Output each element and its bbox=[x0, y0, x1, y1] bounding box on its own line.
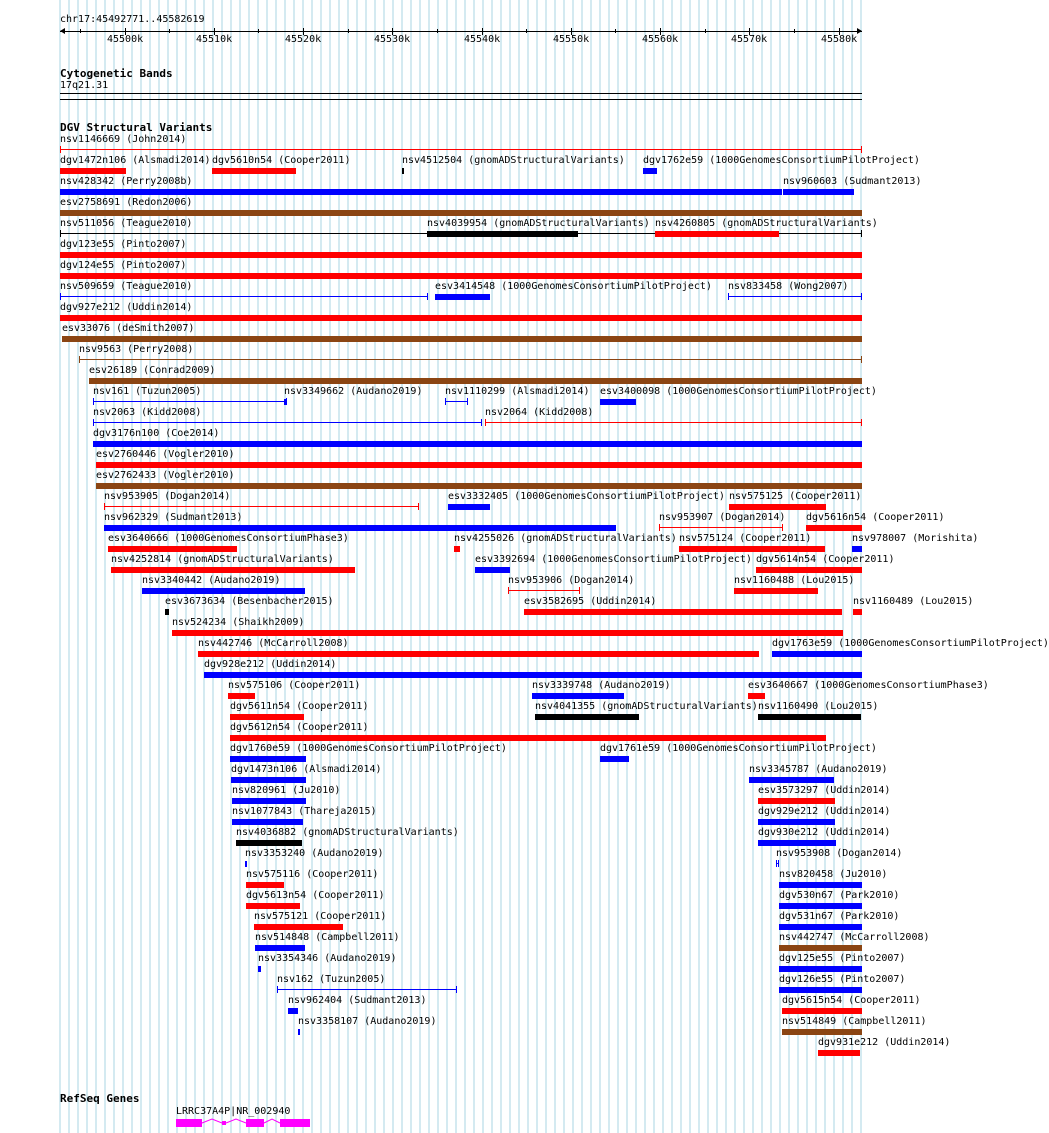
sv-feature-label[interactable]: nsv3345787 (Audano2019) bbox=[749, 764, 888, 775]
sv-feature-label[interactable]: nsv4252814 (gnomADStructuralVariants) bbox=[111, 554, 334, 565]
refseq-intron bbox=[226, 1119, 246, 1123]
ruler-arrow-right-icon bbox=[857, 28, 862, 34]
sv-feature-bar[interactable] bbox=[204, 672, 862, 678]
ruler-tick-label: 45540k bbox=[464, 34, 501, 45]
sv-feature-line[interactable] bbox=[79, 359, 862, 360]
sv-feature-label[interactable]: dgv1472n106 (Alsmadi2014) bbox=[60, 155, 211, 166]
sv-feature-endcap bbox=[445, 398, 446, 405]
ruler-minor-tick bbox=[80, 29, 81, 33]
sv-feature-bar[interactable] bbox=[524, 609, 842, 615]
ruler-axis bbox=[60, 31, 862, 32]
sv-feature-bar[interactable] bbox=[104, 525, 616, 531]
sv-feature-bar[interactable] bbox=[779, 966, 862, 972]
sv-feature-label[interactable]: nsv2064 (Kidd2008) bbox=[485, 407, 594, 418]
sv-feature-label[interactable]: nsv575125 (Cooper2011) bbox=[729, 491, 862, 502]
sv-feature-label[interactable]: nsv1077843 (Thareja2015) bbox=[232, 806, 377, 817]
sv-feature-label[interactable]: nsv2063 (Kidd2008) bbox=[93, 407, 202, 418]
sv-feature-label[interactable]: nsv575116 (Cooper2011) bbox=[246, 869, 379, 880]
sv-feature-line[interactable] bbox=[60, 149, 862, 150]
sv-feature-bar[interactable] bbox=[748, 693, 765, 699]
sv-feature-bar[interactable] bbox=[435, 294, 490, 300]
ruler-minor-tick bbox=[348, 29, 349, 33]
sv-feature-label[interactable]: nsv978007 (Morishita) bbox=[852, 533, 979, 544]
sv-feature-label[interactable]: dgv5610n54 (Cooper2011) bbox=[212, 155, 351, 166]
sv-feature-bar[interactable] bbox=[749, 777, 834, 783]
sv-feature-label[interactable]: dgv5612n54 (Cooper2011) bbox=[230, 722, 369, 733]
sv-feature-bar[interactable] bbox=[198, 651, 759, 657]
sv-feature-bar[interactable] bbox=[806, 525, 862, 531]
sv-feature-bar[interactable] bbox=[779, 987, 862, 993]
sv-feature-bar[interactable] bbox=[60, 273, 862, 279]
sv-feature-label[interactable]: nsv161 (Tuzun2005) bbox=[93, 386, 202, 397]
sv-feature-bar[interactable] bbox=[258, 966, 261, 972]
sv-feature-label[interactable]: nsv4255026 (gnomADStructuralVariants) bbox=[454, 533, 677, 544]
sv-feature-bar[interactable] bbox=[96, 483, 862, 489]
refseq-exon bbox=[246, 1119, 264, 1127]
sv-feature-endcap bbox=[277, 986, 278, 993]
ruler-arrow-left-icon bbox=[60, 28, 65, 34]
sv-feature-label[interactable]: dgv1473n106 (Alsmadi2014) bbox=[231, 764, 382, 775]
sv-feature-bar[interactable] bbox=[454, 546, 460, 552]
ruler-tick-label: 45570k bbox=[731, 34, 768, 45]
refseq-exon bbox=[176, 1119, 202, 1127]
sv-feature-label[interactable]: nsv9563 (Perry2008) bbox=[79, 344, 194, 355]
sv-feature-bar[interactable] bbox=[254, 924, 343, 930]
sv-feature-bar[interactable] bbox=[212, 168, 296, 174]
sv-feature-label[interactable]: nsv511056 (Teague2010) bbox=[60, 218, 193, 229]
sv-feature-bar[interactable] bbox=[600, 756, 629, 762]
sv-feature-label[interactable]: nsv442746 (McCarroll2008) bbox=[198, 638, 349, 649]
sv-feature-label[interactable]: nsv428342 (Perry2008b) bbox=[60, 176, 193, 187]
dgv-track-title[interactable]: DGV Structural Variants bbox=[60, 121, 213, 134]
sv-feature-endcap bbox=[508, 587, 509, 594]
sv-feature-bar[interactable] bbox=[108, 546, 237, 552]
sv-feature-label[interactable]: nsv3340442 (Audano2019) bbox=[142, 575, 281, 586]
sv-feature-bar[interactable] bbox=[246, 882, 284, 888]
sv-feature-line[interactable] bbox=[277, 989, 457, 990]
sv-feature-endcap bbox=[776, 860, 777, 867]
sv-feature-endcap bbox=[456, 986, 457, 993]
sv-feature-bar[interactable] bbox=[236, 840, 302, 846]
refseq-exon bbox=[280, 1119, 310, 1127]
sv-feature-endcap bbox=[728, 293, 729, 300]
sv-feature-label[interactable]: nsv514848 (Campbell2011) bbox=[255, 932, 400, 943]
sv-feature-endcap bbox=[778, 860, 779, 867]
sv-feature-label[interactable]: esv26189 (Conrad2009) bbox=[89, 365, 216, 376]
sv-feature-bar[interactable] bbox=[758, 840, 836, 846]
sv-feature-bar[interactable] bbox=[230, 735, 826, 741]
ruler-tick-label: 45530k bbox=[374, 34, 411, 45]
sv-feature-label[interactable]: esv2760446 (Vogler2010) bbox=[96, 449, 235, 460]
sv-feature-line[interactable] bbox=[93, 422, 482, 423]
sv-feature-endcap bbox=[861, 356, 862, 363]
sv-feature-bar[interactable] bbox=[165, 609, 169, 615]
sv-feature-label[interactable]: nsv3353240 (Audano2019) bbox=[245, 848, 384, 859]
sv-feature-label[interactable]: esv3640666 (1000GenomesConsortiumPhase3) bbox=[108, 533, 349, 544]
sv-feature-endcap bbox=[861, 419, 862, 426]
sv-feature-label[interactable]: dgv928e212 (Uddin2014) bbox=[204, 659, 337, 670]
sv-feature-label[interactable]: dgv125e55 (Pinto2007) bbox=[779, 953, 906, 964]
sv-feature-endcap bbox=[104, 503, 105, 510]
sv-feature-bar[interactable] bbox=[232, 798, 306, 804]
sv-feature-label[interactable]: nsv4260805 (gnomADStructuralVariants) bbox=[655, 218, 878, 229]
sv-feature-endcap bbox=[659, 524, 660, 531]
sv-feature-line[interactable] bbox=[485, 422, 862, 423]
sv-feature-bar[interactable] bbox=[60, 189, 782, 195]
sv-feature-label[interactable]: dgv5614n54 (Cooper2011) bbox=[756, 554, 895, 565]
sv-feature-label[interactable]: nsv3339748 (Audano2019) bbox=[532, 680, 671, 691]
sv-feature-line[interactable] bbox=[728, 296, 862, 297]
sv-feature-endcap bbox=[782, 524, 783, 531]
sv-feature-label[interactable]: dgv5616n54 (Cooper2011) bbox=[806, 512, 945, 523]
sv-feature-bar[interactable] bbox=[782, 1008, 862, 1014]
sv-feature-bar[interactable] bbox=[230, 756, 306, 762]
sv-feature-bar[interactable] bbox=[475, 567, 510, 573]
sv-feature-line[interactable] bbox=[104, 506, 419, 507]
sv-feature-label[interactable]: dgv929e212 (Uddin2014) bbox=[758, 806, 891, 817]
sv-feature-label[interactable]: dgv124e55 (Pinto2007) bbox=[60, 260, 187, 271]
cyto-track-title[interactable]: Cytogenetic Bands bbox=[60, 67, 173, 80]
sv-feature-bar[interactable] bbox=[60, 210, 862, 216]
sv-feature-label[interactable]: nsv514849 (Campbell2011) bbox=[782, 1016, 927, 1027]
sv-feature-line[interactable] bbox=[659, 527, 783, 528]
sv-feature-label[interactable]: esv3673634 (Besenbacher2015) bbox=[165, 596, 334, 607]
sv-feature-bar[interactable] bbox=[232, 819, 303, 825]
ruler-tick-label: 45520k bbox=[285, 34, 322, 45]
sv-feature-bar[interactable] bbox=[62, 336, 862, 342]
sv-feature-bar[interactable] bbox=[532, 693, 624, 699]
sv-feature-line[interactable] bbox=[93, 401, 287, 402]
sv-feature-bar[interactable] bbox=[172, 630, 843, 636]
refseq-gene-label[interactable]: LRRC37A4P|NR_002940 bbox=[176, 1106, 291, 1117]
ruler-range-label: chr17:45492771..45582619 bbox=[60, 14, 205, 25]
sv-feature-bar[interactable] bbox=[783, 189, 854, 195]
sv-feature-bar[interactable] bbox=[245, 861, 247, 867]
sv-feature-label[interactable]: nsv4512504 (gnomADStructuralVariants) bbox=[402, 155, 625, 166]
ruler-minor-tick bbox=[437, 29, 438, 33]
sv-feature-label[interactable]: dgv1762e59 (1000GenomesConsortiumPilotProject) bbox=[643, 155, 920, 166]
ruler-minor-tick bbox=[794, 29, 795, 33]
sv-feature-bar[interactable] bbox=[734, 588, 818, 594]
sv-feature-label[interactable]: nsv1160490 (Lou2015) bbox=[758, 701, 879, 712]
sv-feature-label[interactable]: esv3573297 (Uddin2014) bbox=[758, 785, 891, 796]
sv-feature-bar[interactable] bbox=[818, 1050, 860, 1056]
sv-feature-bar[interactable] bbox=[246, 903, 300, 909]
refseq-gene-model[interactable] bbox=[176, 1117, 310, 1129]
sv-feature-label[interactable]: nsv960603 (Sudmant2013) bbox=[783, 176, 922, 187]
sv-feature-label[interactable]: dgv126e55 (Pinto2007) bbox=[779, 974, 906, 985]
sv-feature-label[interactable]: nsv833458 (Wong2007) bbox=[728, 281, 849, 292]
sv-feature-bar[interactable] bbox=[758, 798, 835, 804]
cyto-band-line-bottom bbox=[60, 99, 862, 100]
sv-feature-endcap bbox=[93, 398, 94, 405]
sv-feature-label[interactable]: nsv3354346 (Audano2019) bbox=[258, 953, 397, 964]
ruler-tick-label: 45580k bbox=[821, 34, 858, 45]
sv-feature-label[interactable]: dgv1763e59 (1000GenomesConsortiumPilotProject) bbox=[772, 638, 1049, 649]
sv-feature-label[interactable]: nsv509659 (Teague2010) bbox=[60, 281, 193, 292]
sv-feature-label[interactable]: dgv3176n100 (Coe2014) bbox=[93, 428, 220, 439]
sv-feature-bar[interactable] bbox=[111, 567, 355, 573]
sv-feature-endcap bbox=[418, 503, 419, 510]
sv-feature-label[interactable]: esv2758691 (Redon2006) bbox=[60, 197, 193, 208]
refseq-intron bbox=[264, 1119, 280, 1123]
sv-feature-label[interactable]: nsv1160489 (Lou2015) bbox=[853, 596, 974, 607]
sv-feature-label[interactable]: nsv575121 (Cooper2011) bbox=[254, 911, 387, 922]
sv-feature-endcap bbox=[467, 398, 468, 405]
sv-feature-label[interactable]: nsv4039954 (gnomADStructuralVariants) bbox=[427, 218, 650, 229]
sv-feature-label[interactable]: dgv5613n54 (Cooper2011) bbox=[246, 890, 385, 901]
sv-feature-label[interactable]: nsv3349662 (Audano2019) bbox=[284, 386, 423, 397]
sv-feature-endcap bbox=[861, 146, 862, 153]
sv-feature-label[interactable]: dgv5615n54 (Cooper2011) bbox=[782, 995, 921, 1006]
sv-feature-label[interactable]: esv3332405 (1000GenomesConsortiumPilotProject) bbox=[448, 491, 725, 502]
sv-feature-label[interactable]: nsv953906 (Dogan2014) bbox=[508, 575, 635, 586]
sv-feature-label[interactable]: dgv927e212 (Uddin2014) bbox=[60, 302, 193, 313]
refseq-intron bbox=[202, 1119, 222, 1123]
sv-feature-label[interactable]: dgv123e55 (Pinto2007) bbox=[60, 239, 187, 250]
sv-feature-label[interactable]: esv2762433 (Vogler2010) bbox=[96, 470, 235, 481]
sv-feature-label[interactable]: nsv442747 (McCarroll2008) bbox=[779, 932, 930, 943]
sv-feature-bar[interactable] bbox=[402, 168, 404, 174]
sv-feature-bar[interactable] bbox=[779, 903, 862, 909]
sv-feature-label[interactable]: nsv962329 (Sudmant2013) bbox=[104, 512, 243, 523]
sv-feature-bar[interactable] bbox=[284, 399, 287, 405]
sv-feature-label[interactable]: nsv575106 (Cooper2011) bbox=[228, 680, 361, 691]
sv-feature-label[interactable]: esv33076 (deSmith2007) bbox=[62, 323, 195, 334]
sv-feature-bar[interactable] bbox=[758, 714, 861, 720]
sv-feature-bar[interactable] bbox=[655, 231, 779, 237]
sv-feature-label[interactable]: nsv1110299 (Alsmadi2014) bbox=[445, 386, 590, 397]
cyto-band-label: 17q21.31 bbox=[60, 80, 109, 91]
ruler-tick-label: 45550k bbox=[553, 34, 590, 45]
cyto-band-line-top bbox=[60, 93, 862, 94]
sv-feature-label[interactable]: esv3640667 (1000GenomesConsortiumPhase3) bbox=[748, 680, 989, 691]
ruler-tick-label: 45500k bbox=[107, 34, 144, 45]
refseq-exon bbox=[222, 1121, 226, 1125]
ruler-minor-tick bbox=[258, 29, 259, 33]
sv-feature-bar[interactable] bbox=[643, 168, 657, 174]
sv-feature-bar[interactable] bbox=[89, 378, 862, 384]
sv-feature-bar[interactable] bbox=[535, 714, 639, 720]
sv-feature-label[interactable]: nsv4041355 (gnomADStructuralVariants) bbox=[535, 701, 758, 712]
sv-feature-label[interactable]: dgv1760e59 (1000GenomesConsortiumPilotProject) bbox=[230, 743, 507, 754]
sv-feature-bar[interactable] bbox=[679, 546, 825, 552]
sv-feature-bar[interactable] bbox=[779, 924, 862, 930]
sv-feature-label[interactable]: esv3392694 (1000GenomesConsortiumPilotProject) bbox=[475, 554, 752, 565]
sv-feature-line[interactable] bbox=[445, 401, 468, 402]
sv-feature-bar[interactable] bbox=[230, 714, 304, 720]
sv-feature-label[interactable]: nsv162 (Tuzun2005) bbox=[277, 974, 386, 985]
sv-feature-bar[interactable] bbox=[60, 252, 862, 258]
sv-feature-bar[interactable] bbox=[779, 882, 862, 888]
sv-feature-label[interactable]: nsv3358107 (Audano2019) bbox=[298, 1016, 437, 1027]
sv-feature-bar[interactable] bbox=[255, 945, 305, 951]
sv-feature-label[interactable]: dgv931e212 (Uddin2014) bbox=[818, 1037, 951, 1048]
sv-feature-label[interactable]: esv3414548 (1000GenomesConsortiumPilotProject) bbox=[435, 281, 712, 292]
sv-feature-label[interactable]: nsv953908 (Dogan2014) bbox=[776, 848, 903, 859]
sv-feature-bar[interactable] bbox=[427, 231, 578, 237]
sv-feature-bar[interactable] bbox=[729, 504, 826, 510]
sv-feature-label[interactable]: nsv953907 (Dogan2014) bbox=[659, 512, 786, 523]
ruler-minor-tick bbox=[705, 29, 706, 33]
sv-feature-line[interactable] bbox=[60, 296, 428, 297]
sv-feature-endcap bbox=[481, 419, 482, 426]
ruler-tick-label: 45560k bbox=[642, 34, 679, 45]
sv-feature-label[interactable]: nsv524234 (Shaikh2009) bbox=[172, 617, 305, 628]
sv-feature-label[interactable]: nsv1146669 (John2014) bbox=[60, 134, 187, 145]
sv-feature-bar[interactable] bbox=[60, 168, 126, 174]
sv-feature-label[interactable]: esv3400098 (1000GenomesConsortiumPilotProject) bbox=[600, 386, 877, 397]
sv-feature-bar[interactable] bbox=[852, 546, 862, 552]
sv-feature-label[interactable]: nsv953905 (Dogan2014) bbox=[104, 491, 231, 502]
sv-feature-endcap bbox=[60, 293, 61, 300]
sv-feature-bar[interactable] bbox=[60, 315, 862, 321]
sv-feature-line[interactable] bbox=[508, 590, 580, 591]
sv-feature-endcap bbox=[861, 230, 862, 237]
sv-feature-bar[interactable] bbox=[853, 609, 862, 615]
sv-feature-label[interactable]: dgv5611n54 (Cooper2011) bbox=[230, 701, 369, 712]
ruler-minor-tick bbox=[169, 29, 170, 33]
sv-feature-label[interactable]: nsv962404 (Sudmant2013) bbox=[288, 995, 427, 1006]
sv-feature-bar[interactable] bbox=[228, 693, 255, 699]
sv-feature-label[interactable]: nsv820458 (Ju2010) bbox=[779, 869, 888, 880]
ruler-minor-tick bbox=[615, 29, 616, 33]
sv-feature-bar[interactable] bbox=[96, 462, 862, 468]
sv-feature-bar[interactable] bbox=[758, 819, 835, 825]
ruler-minor-tick bbox=[526, 29, 527, 33]
refseq-track-title[interactable]: RefSeq Genes bbox=[60, 1092, 140, 1105]
sv-feature-endcap bbox=[79, 356, 80, 363]
sv-feature-bar[interactable] bbox=[448, 504, 490, 510]
sv-feature-label[interactable]: dgv930e212 (Uddin2014) bbox=[758, 827, 891, 838]
sv-feature-label[interactable]: nsv820961 (Ju2010) bbox=[232, 785, 341, 796]
sv-feature-bar[interactable] bbox=[231, 777, 306, 783]
sv-feature-bar[interactable] bbox=[288, 1008, 298, 1014]
sv-feature-bar[interactable] bbox=[756, 567, 862, 573]
sv-feature-bar[interactable] bbox=[600, 399, 636, 405]
sv-feature-endcap bbox=[861, 293, 862, 300]
sv-feature-endcap bbox=[427, 293, 428, 300]
sv-feature-label[interactable]: nsv4036882 (gnomADStructuralVariants) bbox=[236, 827, 459, 838]
sv-feature-bar[interactable] bbox=[142, 588, 305, 594]
ruler-tick-label: 45510k bbox=[196, 34, 233, 45]
sv-feature-endcap bbox=[60, 146, 61, 153]
sv-feature-label[interactable]: nsv575124 (Cooper2011) bbox=[679, 533, 812, 544]
sv-feature-endcap bbox=[93, 419, 94, 426]
sv-feature-bar[interactable] bbox=[298, 1029, 300, 1035]
sv-feature-bar[interactable] bbox=[93, 441, 862, 447]
sv-feature-bar[interactable] bbox=[779, 945, 862, 951]
sv-feature-label[interactable]: dgv1761e59 (1000GenomesConsortiumPilotProject) bbox=[600, 743, 877, 754]
sv-feature-label[interactable]: nsv1160488 (Lou2015) bbox=[734, 575, 855, 586]
sv-feature-label[interactable]: dgv531n67 (Park2010) bbox=[779, 911, 900, 922]
sv-feature-label[interactable]: dgv530n67 (Park2010) bbox=[779, 890, 900, 901]
sv-feature-label[interactable]: esv3582695 (Uddin2014) bbox=[524, 596, 657, 607]
sv-feature-endcap bbox=[60, 230, 61, 237]
sv-feature-endcap bbox=[485, 419, 486, 426]
sv-feature-bar[interactable] bbox=[782, 1029, 862, 1035]
sv-feature-endcap bbox=[579, 587, 580, 594]
sv-feature-bar[interactable] bbox=[772, 651, 862, 657]
